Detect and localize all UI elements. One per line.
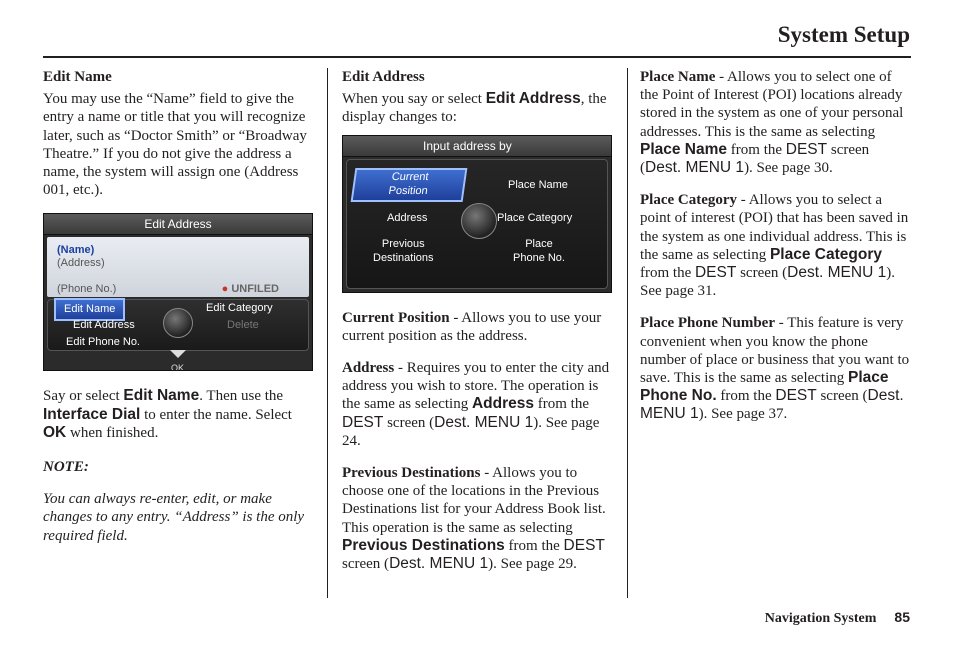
previous-destinations-item[interactable]: Previous Destinations xyxy=(373,237,434,264)
current-position-item[interactable]: Current Position xyxy=(351,168,468,202)
page-footer xyxy=(765,609,910,627)
edit-name-item[interactable]: Edit Name xyxy=(54,298,125,320)
paragraph: When you say or select Edit Address, the display changes to: xyxy=(342,90,607,126)
screen-title: Input address by xyxy=(343,136,611,157)
column-divider xyxy=(327,68,328,598)
delete-item[interactable]: Delete xyxy=(227,319,259,332)
ok-label[interactable]: OK xyxy=(171,363,185,372)
paragraph: Current Position - Allows you to use your current position as the address. xyxy=(342,309,602,344)
paragraph: You may use the “Name” field to give the entry a name or title that you will recognize later, such as “Doctor Smith” or “Broadway Theatre.” If you do not give the address a name, the system will assign one (Address 001, etc.). xyxy=(43,91,307,199)
place-name-item[interactable]: Place Name xyxy=(508,178,568,191)
interface-dial-icon xyxy=(461,203,497,239)
down-arrow-icon xyxy=(170,350,186,358)
paragraph: Place Name - Allows you to select one of the Point of Interest (POI) locations already stored in the system as one of your personal addresses. This is the same as selecting Place Name from the DEST screen (Dest. MENU 1). See page 30. xyxy=(640,69,904,177)
section-heading: Edit Address xyxy=(342,69,425,85)
column-edit-address xyxy=(342,68,614,587)
note-text: You can always re-enter, edit, or make changes to any entry. “Address” is the only required field. xyxy=(43,491,305,544)
paragraph: Place Category - Allows you to select a point of interest (POI) that has been saved in the system as one individual address. This is the same as selecting Place Category from the DEST screen (Dest. MENU 1). See page 31. xyxy=(640,192,909,300)
entry-info-panel xyxy=(47,237,309,297)
paragraph: Previous Destinations - Allows you to choose one of the locations in the Previous Destinations list for your Address Book list. This operation is the same as selecting Previous Destinations from the DEST screen (Dest. MENU 1). See page 29. xyxy=(342,465,606,573)
category-badge: ● UNFILED xyxy=(221,283,279,296)
paragraph: Say or select Edit Name. Then use the Interface Dial to enter the name. Select OK when finished. xyxy=(43,387,292,441)
edit-address-item[interactable]: Edit Address xyxy=(73,319,135,332)
edit-phone-item[interactable]: Edit Phone No. xyxy=(66,336,140,349)
edit-category-item[interactable]: Edit Category xyxy=(206,302,273,315)
column-divider xyxy=(627,68,628,598)
address-item[interactable]: Address xyxy=(387,211,428,224)
page-title: System Setup xyxy=(777,22,910,47)
name-field: (Name) xyxy=(57,244,95,257)
page-number: 85 xyxy=(894,609,910,625)
address-field: (Address) xyxy=(57,257,105,270)
screen-title: Edit Address xyxy=(44,214,312,235)
pin-icon: ● xyxy=(221,283,229,296)
phone-field: (Phone No.) xyxy=(57,283,117,296)
place-category-item[interactable]: Place Category xyxy=(497,211,573,224)
note-title: NOTE: xyxy=(43,459,89,476)
header-rule xyxy=(43,56,911,58)
footer-section: Navigation System xyxy=(764,611,877,626)
column-edit-name xyxy=(43,68,318,545)
section-heading: Edit Name xyxy=(43,69,112,85)
place-phone-item[interactable]: Place Phone No. xyxy=(513,237,565,264)
paragraph: Place Phone Number - This feature is very convenient when you know the phone number of place or business that you want to save. This is the same as selecting Place Phone No. from the DEST screen (Dest. MENU 1). See page 37. xyxy=(640,315,910,423)
input-address-screen xyxy=(342,135,612,293)
paragraph: Address - Requires you to enter the city and address you wish to store. The operation is the same as selecting Address from the DEST screen (Dest. MENU 1). See page 24. xyxy=(342,360,610,449)
edit-address-screen xyxy=(43,213,313,371)
column-place-options xyxy=(640,68,912,438)
